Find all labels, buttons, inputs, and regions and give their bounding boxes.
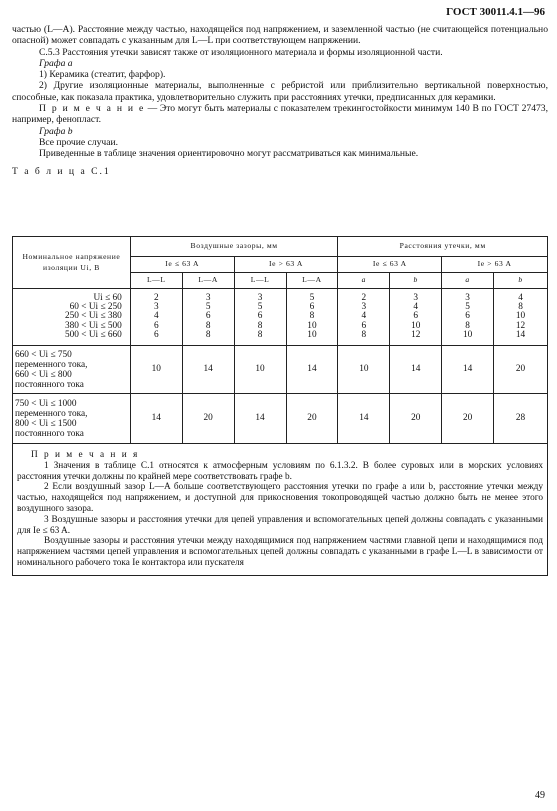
value-cell: 10: [130, 346, 182, 394]
value-cell: 14: [286, 346, 338, 394]
table-row: [13, 394, 548, 444]
header-nominal-voltage: Номинальное напряжение изоляции Ui, В: [13, 237, 131, 289]
table-row: [13, 289, 548, 346]
value-cell: 20: [494, 346, 548, 394]
values-cell: 2 3 4 6 8: [338, 289, 390, 346]
values-cell: 4 8 10 12 14: [494, 289, 548, 346]
voltage-range: Ui ≤ 60: [93, 292, 122, 303]
voltage-range: 380 < Ui ≤ 500: [64, 320, 122, 331]
voltage-ranges-cell: [13, 289, 131, 346]
standard-header: ГОСТ 30011.4.1—96: [446, 6, 545, 18]
col-a-1: a: [338, 273, 390, 289]
header-creep-ie-gt-63: Ie > 63 A: [442, 257, 548, 273]
value-cell: 20: [390, 394, 442, 444]
table-c1: [12, 236, 548, 576]
value-cell: 10: [338, 346, 390, 394]
value-cell: 10: [234, 346, 286, 394]
voltage-range: 250 < Ui ≤ 380: [64, 311, 122, 322]
page-number: 49: [535, 790, 545, 801]
heading-grafa-a: Графа a: [39, 57, 73, 69]
col-ll-2: L—L: [234, 273, 286, 289]
voltage-range: 60 < Ui ≤ 250: [69, 302, 122, 313]
values-cell: 3 5 6 8 8: [234, 289, 286, 346]
header-air-ie-le-63: Ie ≤ 63 A: [130, 257, 234, 273]
note-2: 2 Если воздушный зазор L—A больше соответствующего расстояния утечки по графе a или b, расстояние утечки между частью, находящейся под напряжением, и доступной для прикосновения токопроводящей частью должно быть не менее этого воздушного зазора.: [17, 482, 543, 514]
values-cell: 2 3 4 6 6: [130, 289, 182, 346]
col-a-2: a: [442, 273, 494, 289]
note-1: 1 Значения в таблице C.1 относятся к атмосферным условиям по 6.1.3.2. В более суровых или в морских условиях расстояния утечки должны по крайней мере соответствовать графе b.: [17, 460, 543, 482]
value-cell: 28: [494, 394, 548, 444]
note-label: П р и м е ч а н и е: [39, 103, 145, 115]
note-paragraph: [12, 103, 548, 126]
col-ll-1: L—L: [130, 273, 182, 289]
paragraph-c-5-3: C.5.3 Расстояния утечки зависят также от изоляционного материала и формы изоляционной части.: [39, 46, 443, 58]
table-notes: [13, 444, 548, 576]
voltage-range-cell: 660 < Ui ≤ 750 переменного тока, 660 < Ui ≤ 800 постоянного тока: [13, 346, 131, 394]
header-creepage: Расстояния утечки, мм: [338, 237, 548, 257]
list-item-a2: 2) Другие изоляционные материалы, выполненные с ребристой или приблизительно вертикальной поверхностью, способные, как показала практика, удовлетворительно служить при расстояниях утечки, предписанных для керамики.: [12, 80, 548, 103]
note-text: — Это могут быть материалы с показателем трекингостойкости минимум 140 В по ГОСТ 27473, например, фенопласт.: [12, 103, 548, 126]
value-cell: 14: [182, 346, 234, 394]
header-air-ie-gt-63: Ie > 63 A: [234, 257, 338, 273]
value-cell: 14: [338, 394, 390, 444]
heading-grafa-b: Графа b: [39, 125, 73, 137]
body-text: [12, 24, 548, 177]
value-cell: 14: [130, 394, 182, 444]
col-la-1: L—A: [182, 273, 234, 289]
values-cell: 3 4 6 10 12: [390, 289, 442, 346]
col-la-2: L—A: [286, 273, 338, 289]
values-cell: 3 5 6 8 10: [442, 289, 494, 346]
value-cell: 20: [182, 394, 234, 444]
list-item-a1: 1) Керамика (стеатит, фарфор).: [39, 69, 166, 81]
col-b-2: b: [494, 273, 548, 289]
value-cell: 14: [390, 346, 442, 394]
list-item-b1: Все прочие случаи.: [39, 136, 118, 148]
values-cell: 3 5 6 8 8: [182, 289, 234, 346]
list-item-b2: Приведенные в таблице значения ориентировочно могут рассматриваться как минимальные.: [39, 148, 419, 160]
header-air-clearances: Воздушные зазоры, мм: [130, 237, 338, 257]
voltage-range: 500 < Ui ≤ 660: [64, 329, 122, 340]
paragraph-continuation: частью (L—A). Расстояние между частью, находящейся под напряжением, и заземленной частью (не считающейся потенциально опасной) может совпадать с указанным для L—L при соответствующем напряжении.: [12, 24, 548, 47]
value-cell: 20: [442, 394, 494, 444]
table-notes-row: [13, 444, 548, 576]
notes-title: П р и м е ч а н и я: [31, 450, 140, 460]
note-3: 3 Воздушные зазоры и расстояния утечки для цепей управления и вспомогательных цепей должны совпадать с указанными для Ie ≤ 63 A.: [17, 514, 543, 536]
col-b-1: b: [390, 273, 442, 289]
value-cell: 14: [234, 394, 286, 444]
note-4: Воздушные зазоры и расстояния утечки между находящимися под напряжением частями главной цепи и находящимися под напряжением частями цепей управления и вспомогательных цепей должны совпадать с указанными в графе L—L в зависимости от номинального рабочего тока Ie контактора или пускателя: [17, 536, 543, 568]
table-caption: Т а б л и ц а C.1: [12, 165, 111, 177]
values-cell: 5 6 8 10 10: [286, 289, 338, 346]
header-creep-ie-le-63: Ie ≤ 63 A: [338, 257, 442, 273]
value-cell: 20: [286, 394, 338, 444]
voltage-range-cell: 750 < Ui ≤ 1000 переменного тока, 800 < Ui ≤ 1500 постоянного тока: [13, 394, 131, 444]
value-cell: 14: [442, 346, 494, 394]
table-row: [13, 346, 548, 394]
